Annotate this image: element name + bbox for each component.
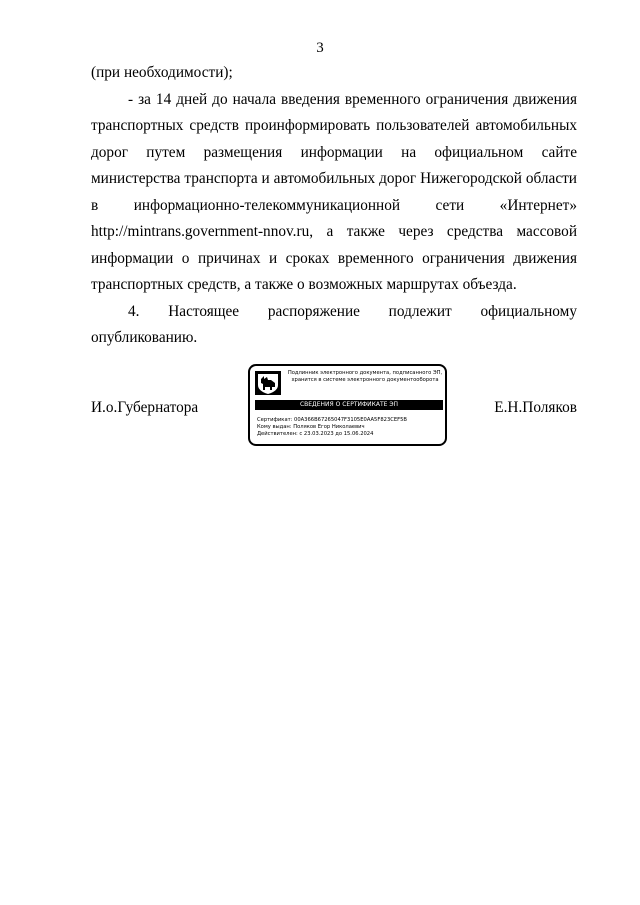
line-continuation: (при необходимости); — [91, 64, 233, 81]
certificate-validity: Действителен: с 23.03.2023 до 15.06.2024 — [257, 431, 374, 437]
electronic-signature-stamp — [248, 364, 447, 446]
signer-name: Е.Н.Поляков — [494, 399, 577, 416]
signer-title: И.о.Губернатора — [91, 399, 199, 416]
certificate-owner: Кому выдан: Поляков Егор Николаевич — [257, 424, 365, 430]
paragraph-4: 4. Настоящее распоряжение подлежит официальному опубликованию. — [91, 302, 577, 346]
coat-of-arms-icon — [255, 371, 281, 395]
stamp-details — [257, 417, 407, 438]
certificate-number: Сертификат: 00A366B67265047F3105E0AA5F823CEF5B — [257, 417, 407, 423]
stamp-header: СВЕДЕНИЯ О СЕРТИФИКАТЕ ЭП — [255, 400, 443, 410]
page-number: 3 — [316, 40, 324, 56]
document-body — [91, 60, 577, 352]
stamp-notice: Подлинник электронного документа, подписанного ЭП, хранится в системе электронного документооборота — [287, 370, 443, 383]
paragraph-notice: - за 14 дней до начала введения временного ограничения движения транспортных средств проинформировать пользователей автомобильных дорог путем размещения информации на официальном сайте министерства транспорта и автомобильных дорог Нижегородской области в информационно-телекоммуникационной сети «Интернет» http://mintrans.government-nnov.ru, а также через средства массовой информации о причинах и сроках временного ограничения движения транспортных средств, а также о возможных маршрутах объезда. — [91, 90, 577, 293]
